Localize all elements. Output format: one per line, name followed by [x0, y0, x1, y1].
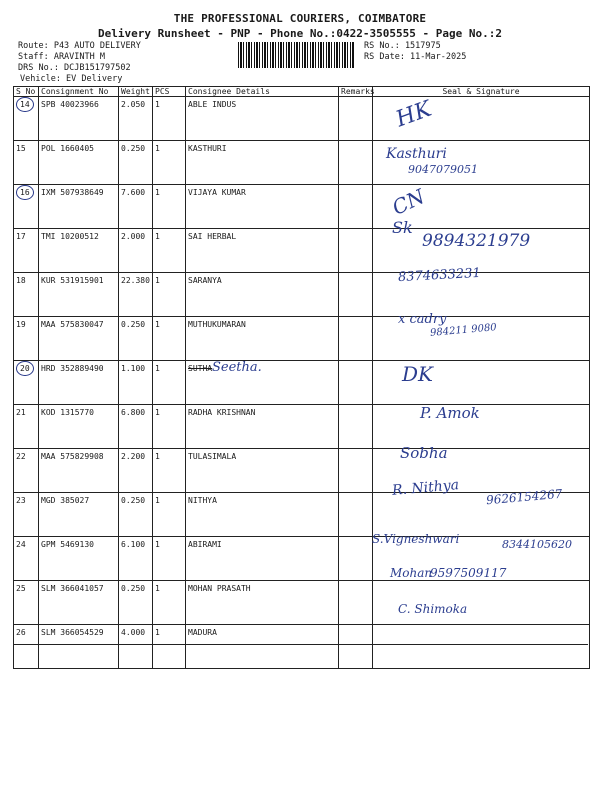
table-row	[14, 405, 590, 449]
table-row	[14, 229, 590, 273]
col-header-consignment: Consignment No	[39, 87, 119, 97]
signature-cell	[373, 581, 590, 625]
pcs-cell	[153, 97, 186, 141]
runsheet-meta-right	[364, 41, 466, 63]
consignee-text: ABIRAMI	[188, 540, 222, 549]
phone-24: 8344105620	[502, 538, 572, 551]
weight-text: 2.200	[121, 452, 146, 461]
signature-15: Kasthuri	[386, 146, 447, 162]
sno-cell	[14, 493, 39, 537]
consignment-no-cell	[39, 493, 119, 537]
consignment-no-cell	[39, 185, 119, 229]
weight-cell	[119, 449, 153, 493]
sno-cell	[14, 449, 39, 493]
sno-cell	[14, 625, 39, 669]
pcs-cell	[153, 449, 186, 493]
weight-cell	[119, 141, 153, 185]
signature-16: CN	[388, 184, 429, 220]
consignee-cell	[186, 97, 339, 141]
signature-cell	[373, 273, 590, 317]
consignment-no-text: SPB 40023966	[41, 100, 99, 109]
weight-cell	[119, 97, 153, 141]
consignee-cell	[186, 141, 339, 185]
consignee-text: VIJAYA KUMAR	[188, 188, 246, 197]
consignee-cell	[186, 537, 339, 581]
sno-text: 25	[16, 584, 26, 593]
consignment-no-text: SLM 366041057	[41, 584, 104, 593]
runsheet-meta-left	[18, 41, 141, 85]
signature-cell	[373, 185, 590, 229]
signature-23: R. Nithya	[391, 477, 460, 499]
signature-cell	[373, 537, 590, 581]
remarks-cell	[339, 273, 373, 317]
sno-text: 19	[16, 320, 26, 329]
signature-14: HK	[392, 96, 435, 133]
pcs-cell	[153, 141, 186, 185]
sno-text: 26	[16, 628, 26, 637]
consignment-no-cell	[39, 405, 119, 449]
sno-text: 24	[16, 540, 26, 549]
consignee-text: SAI HERBAL	[188, 232, 237, 241]
consignment-no-text: MAA 575829908	[41, 452, 104, 461]
sno-cell	[14, 317, 39, 361]
consignee-text: MUTHUKUMARAN	[188, 320, 246, 329]
route-label: Route: P43 AUTO DELIVERY	[18, 41, 141, 51]
remarks-cell	[339, 493, 373, 537]
consignee-text: MOHAN PRASATH	[188, 584, 251, 593]
pcs-cell	[153, 185, 186, 229]
pcs-cell	[153, 581, 186, 625]
consignee-text: SARANYA	[188, 276, 222, 285]
table-row	[14, 493, 590, 537]
pcs-cell	[153, 229, 186, 273]
consignment-no-cell	[39, 581, 119, 625]
pcs-cell	[153, 273, 186, 317]
rs-number: RS No.: 1517975	[364, 41, 441, 51]
phone-15: 9047079051	[408, 163, 478, 176]
weight-text: 2.000	[121, 232, 146, 241]
pcs-cell	[153, 361, 186, 405]
table-bottom-rule	[14, 644, 588, 645]
sno-text: 17	[16, 232, 26, 241]
runsheet-table	[13, 86, 590, 669]
signature-20: DK	[402, 362, 433, 386]
remarks-cell	[339, 317, 373, 361]
signature-cell	[373, 449, 590, 493]
pcs-cell	[153, 625, 186, 669]
weight-text: 0.250	[121, 496, 146, 505]
sno-text: 21	[16, 408, 26, 417]
consignee-text: MADURA	[188, 628, 217, 637]
consignment-no-cell	[39, 317, 119, 361]
consignee-text: TULASIMALA	[188, 452, 237, 461]
phone-23: 9626154267	[485, 486, 563, 508]
weight-text: 7.600	[121, 188, 146, 197]
consignment-no-text: SLM 366054529	[41, 628, 104, 637]
weight-cell	[119, 185, 153, 229]
signature-cell	[373, 141, 590, 185]
signature-cell	[373, 625, 590, 669]
consignee-cell	[186, 449, 339, 493]
sno-text: 18	[16, 276, 26, 285]
consignee-cell	[186, 361, 339, 405]
consignee-text: KASTHURI	[188, 144, 227, 153]
signature-17: Sk	[392, 218, 413, 237]
remarks-cell	[339, 537, 373, 581]
signature-cell	[373, 317, 590, 361]
pcs-cell	[153, 493, 186, 537]
remarks-cell	[339, 449, 373, 493]
consignee-cell	[186, 229, 339, 273]
signature-24: S.Vigneshwari	[372, 532, 460, 546]
consignment-no-text: POL 1660405	[41, 144, 94, 153]
consignee-cell	[186, 625, 339, 669]
remarks-cell	[339, 361, 373, 405]
weight-text: 1.100	[121, 364, 146, 373]
sno-text: 15	[16, 144, 26, 153]
consignee-text: ABLE INDUS	[188, 100, 237, 109]
pcs-text: 1	[155, 452, 160, 461]
signature-26: C. Shimoka	[398, 602, 468, 616]
table-row	[14, 581, 590, 625]
pcs-text: 1	[155, 408, 160, 417]
staff-label: Staff: ARAVINTH M	[18, 52, 105, 62]
pcs-cell	[153, 537, 186, 581]
sno-text: 22	[16, 452, 26, 461]
pcs-text: 1	[155, 540, 160, 549]
consignee-cell	[186, 405, 339, 449]
signature-cell	[373, 493, 590, 537]
rs-date: RS Date: 11-Mar-2025	[364, 52, 467, 62]
remarks-cell	[339, 581, 373, 625]
page-title: THE PROFESSIONAL COURIERS, COIMBATORE	[173, 12, 427, 25]
sno-cell	[14, 229, 39, 273]
consignment-no-cell	[39, 537, 119, 581]
sno-cell	[14, 361, 39, 405]
remarks-cell	[339, 141, 373, 185]
table-row	[14, 141, 590, 185]
pcs-text: 1	[155, 364, 160, 373]
consignee-text: NITHYA	[188, 496, 217, 505]
barcode-image	[238, 42, 354, 68]
pcs-text: 1	[155, 100, 160, 109]
consignment-no-text: TMI 10200512	[41, 232, 99, 241]
consignment-no-cell	[39, 141, 119, 185]
weight-cell	[119, 405, 153, 449]
col-header-remarks: Remarks	[339, 87, 373, 97]
sno-cell	[14, 97, 39, 141]
signature-22: Sobha	[400, 444, 448, 462]
remarks-cell	[339, 229, 373, 273]
pcs-text: 1	[155, 320, 160, 329]
pcs-text: 1	[155, 628, 160, 637]
pcs-text: 1	[155, 188, 160, 197]
remarks-cell	[339, 405, 373, 449]
weight-text: 6.100	[121, 540, 146, 549]
consignment-no-text: KOD 1315770	[41, 408, 94, 417]
consignment-no-cell	[39, 361, 119, 405]
sno-text: 23	[16, 496, 26, 505]
sno-text: 20	[16, 361, 34, 376]
phone-17: 9894321979	[422, 231, 531, 251]
consignee-cell	[186, 273, 339, 317]
remarks-cell	[339, 185, 373, 229]
phone-25: 9597509117	[430, 566, 507, 580]
weight-cell	[119, 581, 153, 625]
consignment-no-cell	[39, 97, 119, 141]
consignee-cell	[186, 581, 339, 625]
table-row	[14, 185, 590, 229]
drs-label: DRS No.: DCJB151797502	[18, 63, 131, 73]
col-header-consignee: Consignee Details	[186, 87, 339, 97]
signature-18: 8374633231	[397, 265, 482, 286]
sno-cell	[14, 581, 39, 625]
col-header-pcs: PCS	[153, 87, 186, 97]
vehicle-label: Vehicle: EV Delivery	[20, 74, 123, 84]
pcs-text: 1	[155, 496, 160, 505]
sno-cell	[14, 537, 39, 581]
consignment-no-cell	[39, 449, 119, 493]
weight-text: 2.050	[121, 100, 146, 109]
table-row	[14, 625, 590, 669]
consignment-no-text: GPM 5469130	[41, 540, 94, 549]
table-row	[14, 449, 590, 493]
pcs-cell	[153, 317, 186, 361]
pcs-text: 1	[155, 276, 160, 285]
consignment-no-text: HRD 352889490	[41, 364, 104, 373]
table-row	[14, 537, 590, 581]
recipient-name-20: Seetha.	[212, 360, 262, 375]
signature-25: Mohan	[390, 566, 433, 580]
col-header-sno: S No	[14, 87, 39, 97]
consignee-text: RADHA KRISHNAN	[188, 408, 256, 417]
weight-cell	[119, 493, 153, 537]
consignment-no-text: IXM 507938649	[41, 188, 104, 197]
table-row	[14, 97, 590, 141]
pcs-cell	[153, 405, 186, 449]
signature-cell	[373, 97, 590, 141]
consignment-no-cell	[39, 625, 119, 669]
table-row	[14, 317, 590, 361]
consignment-no-text: KUR 531915901	[41, 276, 104, 285]
consignment-no-text: MAA 575830047	[41, 320, 104, 329]
signature-cell	[373, 405, 590, 449]
consignee-text: SUTHA	[188, 364, 213, 373]
weight-cell	[119, 361, 153, 405]
table-row	[14, 273, 590, 317]
sno-text: 16	[16, 185, 34, 200]
signature-cell	[373, 229, 590, 273]
consignment-no-cell	[39, 273, 119, 317]
weight-text: 0.250	[121, 320, 146, 329]
table-row	[14, 361, 590, 405]
consignee-cell	[186, 317, 339, 361]
signature-19: x cadry	[398, 312, 447, 327]
sno-text: 14	[16, 97, 34, 112]
sno-cell	[14, 185, 39, 229]
signature-cell	[373, 361, 590, 405]
table-header-row	[14, 87, 590, 97]
phone-19: 984211 9080	[429, 322, 498, 339]
col-header-signature: Seal & Signature	[373, 87, 590, 97]
weight-text: 0.250	[121, 144, 146, 153]
sno-cell	[14, 405, 39, 449]
col-header-weight: Weight	[119, 87, 153, 97]
weight-cell	[119, 537, 153, 581]
weight-text: 6.800	[121, 408, 146, 417]
consignee-cell	[186, 185, 339, 229]
weight-text: 4.000	[121, 628, 146, 637]
consignment-no-cell	[39, 229, 119, 273]
weight-text: 22.380	[121, 276, 150, 285]
signature-21: P. Amok	[420, 404, 480, 422]
weight-cell	[119, 625, 153, 669]
pcs-text: 1	[155, 232, 160, 241]
weight-cell	[119, 317, 153, 361]
weight-text: 0.250	[121, 584, 146, 593]
remarks-cell	[339, 97, 373, 141]
consignment-no-text: MGD 385027	[41, 496, 90, 505]
sno-cell	[14, 141, 39, 185]
weight-cell	[119, 273, 153, 317]
remarks-cell	[339, 625, 373, 669]
pcs-text: 1	[155, 584, 160, 593]
pcs-text: 1	[155, 144, 160, 153]
consignee-cell	[186, 493, 339, 537]
page-subtitle: Delivery Runsheet - PNP - Phone No.:0422-3505555 - Page No.:2	[98, 27, 502, 40]
sno-cell	[14, 273, 39, 317]
weight-cell	[119, 229, 153, 273]
